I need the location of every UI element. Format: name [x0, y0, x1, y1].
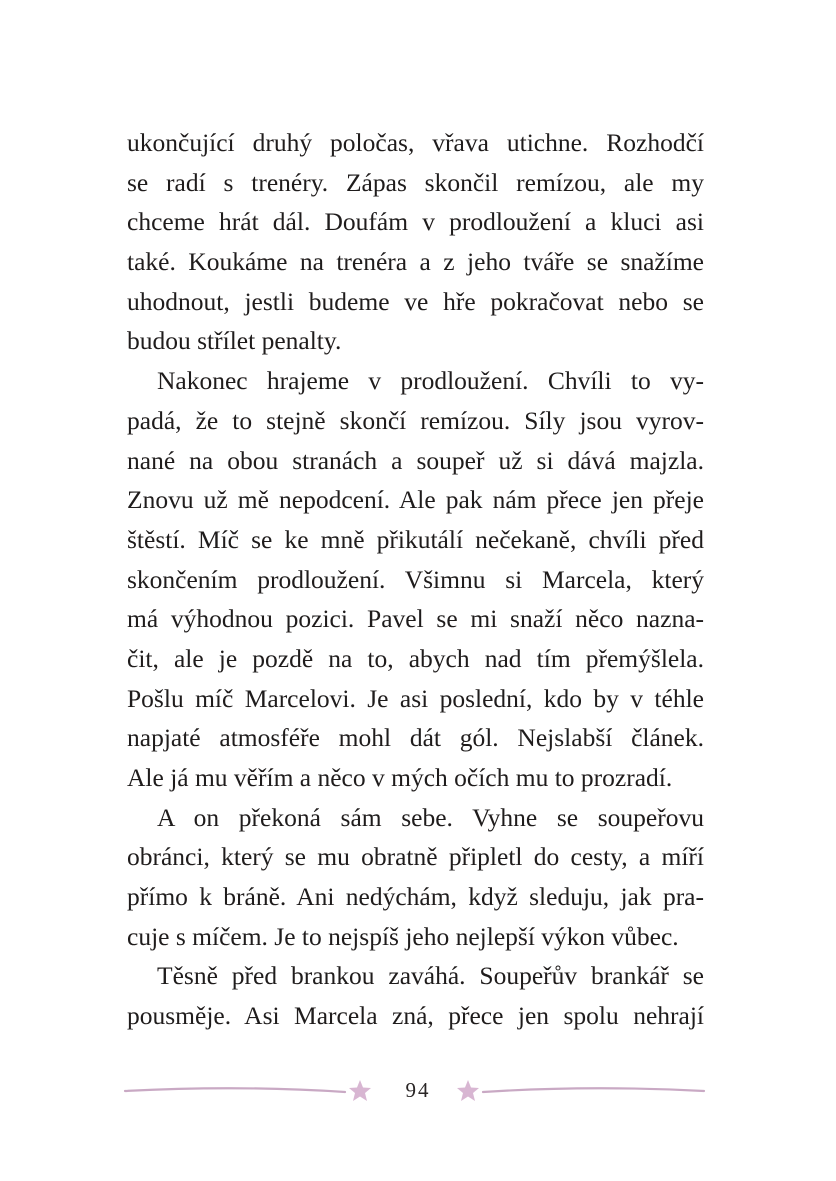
text-line: nané na obou stranách a soupeř už si dává majzla. — [127, 445, 704, 475]
text-line: Ale já mu věřím a něco v mých očích mu to prozradí. — [127, 763, 673, 792]
text-line: má výhodnou pozici. Pavel se mi snaží něco nazna- — [127, 604, 704, 634]
text-line: pousměje. Asi Marcela zná, přece jen spolu nehrají — [127, 1001, 704, 1031]
text-line: napjaté atmosféře mohl dát gól. Nejslabší článek. — [127, 723, 704, 753]
text-line: také. Koukáme na trenéra a z jeho tváře se snažíme — [127, 247, 704, 277]
text-line: skončením prodloužení. Všimnu si Marcela, který — [127, 564, 704, 594]
text-line: ukončující druhý poločas, vřava utichne. Rozhodčí — [127, 128, 704, 157]
text-line: padá, že to stejně skončí remízou. Síly jsou vyrov- — [127, 405, 704, 435]
text-line: štěstí. Míč se ke mně přikutálí nečekaně, chvíli před — [127, 524, 704, 554]
paragraph-3 — [127, 798, 704, 957]
text-line: budou střílet penalty. — [127, 326, 342, 356]
body-text — [127, 123, 704, 1036]
text-line: Znovu už mě nepodcení. Ale pak nám přece jen přeje — [127, 485, 704, 515]
text-line: čit, ale je pozdě na to, abych nad tím přemýšlela. — [127, 643, 704, 673]
text-line: cuje s míčem. Je to nejspíš jeho nejlepší výkon vůbec. — [127, 921, 679, 951]
text-line: uhodnout, jestli budeme ve hře pokračovat nebo se — [127, 286, 704, 316]
text-line: A on překoná sám sebe. Vyhne se soupeřovu — [157, 802, 704, 832]
paragraph-4 — [127, 956, 704, 1035]
text-line: se radí s trenéry. Zápas skončil remízou, ale my — [127, 167, 704, 197]
page-number: 94 — [405, 1078, 431, 1102]
text-line: Pošlu míč Marcelovi. Je asi poslední, kdo by v téhle — [127, 683, 704, 713]
text-line: Těsně před brankou zaváhá. Soupeřův brankář se — [157, 961, 704, 991]
right-divider-line — [483, 1088, 704, 1092]
text-line: obránci, který se mu obratně připletl do cesty, a míří — [127, 842, 704, 872]
paragraph-1 — [127, 123, 704, 361]
page-footer — [0, 1068, 836, 1118]
text-line: chceme hrát dál. Doufám v prodloužení a kluci asi — [127, 207, 704, 237]
text-line: přímo k bráně. Ani nedýchám, když sleduju, jak pra- — [127, 882, 704, 912]
text-line: Nakonec hrajeme v prodloužení. Chvíli to vy- — [157, 366, 704, 396]
paragraph-2 — [127, 361, 704, 798]
left-divider-line — [125, 1088, 345, 1092]
